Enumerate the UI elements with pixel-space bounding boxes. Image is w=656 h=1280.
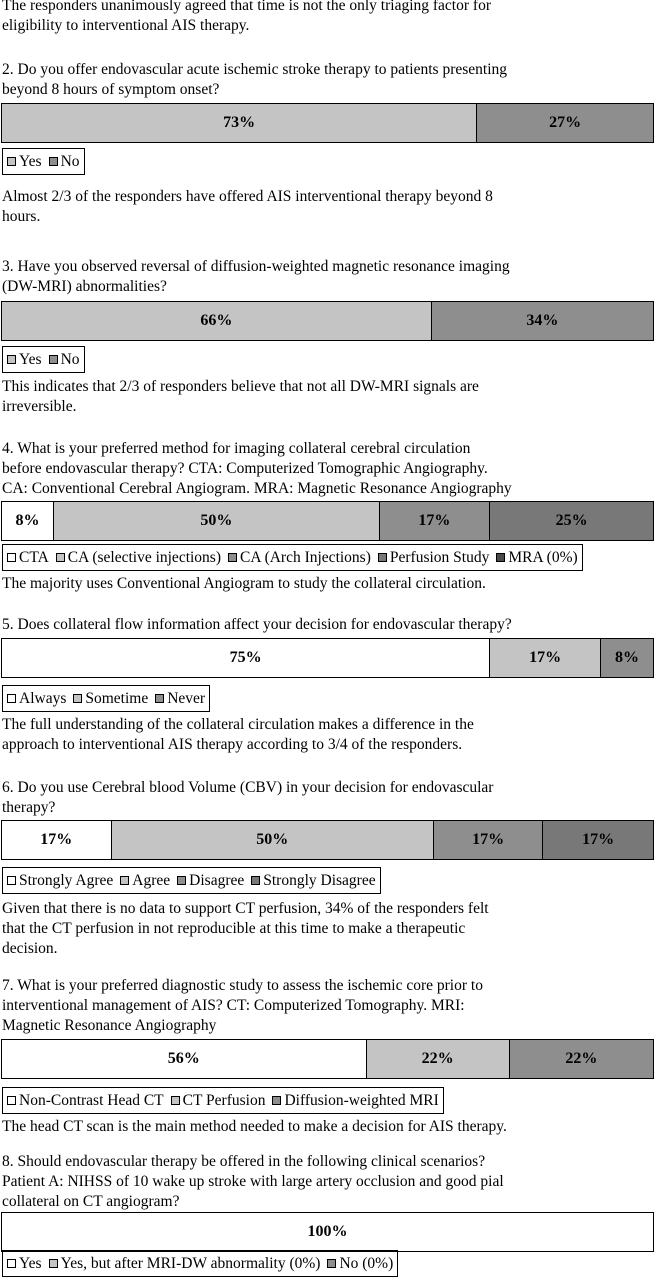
- q2-legend-label: Yes: [19, 152, 42, 170]
- q8-legend-label: No (0%): [339, 1254, 394, 1272]
- q3-bar-segment: 66%: [2, 302, 432, 340]
- q8-bar-segment: 100%: [2, 1213, 653, 1251]
- q5-bar-segment: 8%: [601, 639, 653, 677]
- legend-swatch-icon: [496, 553, 505, 562]
- q6-bar: [1, 820, 654, 860]
- q4-legend-item: [496, 549, 577, 567]
- q6-bar-segment: 17%: [2, 821, 112, 859]
- q8-legend-item: [7, 1255, 42, 1273]
- q3-legend-label: No: [60, 350, 80, 368]
- q4-legend-label: CA (selective injections): [67, 548, 222, 566]
- legend-swatch-icon: [7, 157, 16, 166]
- q4-bar-segment: 50%: [54, 502, 380, 540]
- legend-swatch-icon: [327, 1259, 336, 1268]
- legend-swatch-icon: [7, 355, 16, 364]
- q8-legend-item: [49, 1255, 321, 1273]
- q6-bar-segment: 50%: [112, 821, 434, 859]
- q7-question: 7. What is your preferred diagnostic study to assess the ischemic core prior to interventional management of AIS? CT: Computerized Tomography. MRI: Magnetic Resonance Angiography: [2, 977, 483, 1034]
- q4-legend-item: [228, 549, 371, 567]
- q2-question: 2. Do you offer endovascular acute ischemic stroke therapy to patients presenting beyond 8 hours of symptom onset?: [2, 61, 508, 98]
- q6-legend-label: Agree: [132, 871, 171, 889]
- legend-swatch-icon: [120, 876, 129, 885]
- q6-legend-label: Strongly Agree: [19, 871, 114, 889]
- q7-bar: [1, 1039, 654, 1079]
- q5-legend: [2, 685, 210, 712]
- q5-bar-segment: 75%: [2, 639, 490, 677]
- q2-legend-label: No: [60, 152, 80, 170]
- q2-legend-item: [49, 153, 80, 171]
- q2-note: Almost 2/3 of the responders have offered AIS interventional therapy beyond 8 hours.: [2, 188, 493, 225]
- q8-legend: [2, 1250, 398, 1277]
- q7-legend: [2, 1087, 444, 1114]
- legend-swatch-icon: [251, 876, 260, 885]
- q6-legend-item: [120, 872, 170, 890]
- q2-legend-item: [7, 153, 42, 171]
- legend-swatch-icon: [228, 553, 237, 562]
- q8-legend-label: Yes, but after MRI-DW abnormality (0%): [60, 1254, 321, 1272]
- q4-bar: [1, 501, 654, 541]
- q7-legend-label: CT Perfusion: [182, 1091, 266, 1109]
- q8-legend-item: [327, 1255, 393, 1273]
- q7-legend-item: [7, 1092, 164, 1110]
- q5-legend-item: [155, 690, 205, 708]
- q3-legend-item: [7, 351, 42, 369]
- q2-bar: [1, 103, 654, 143]
- q4-legend-label: Perfusion Study: [389, 548, 490, 566]
- legend-swatch-icon: [7, 553, 16, 562]
- q2-bar-segment: 73%: [2, 104, 477, 142]
- legend-swatch-icon: [7, 694, 16, 703]
- q7-legend-item: [171, 1092, 266, 1110]
- q5-legend-label: Sometime: [85, 689, 149, 707]
- q5-bar-segment: 17%: [490, 639, 601, 677]
- q4-legend-label: MRA (0%): [508, 548, 578, 566]
- legend-swatch-icon: [49, 1259, 58, 1268]
- q3-legend: [2, 346, 85, 373]
- q7-bar-segment: 22%: [367, 1040, 510, 1078]
- q8-question: 8. Should endovascular therapy be offered in the following clinical scenarios? Patient A: NIHSS of 10 wake up stroke with large artery occlusion and good pial collateral on CT angiogram?: [2, 1153, 504, 1210]
- q4-bar-segment: 8%: [2, 502, 54, 540]
- q7-bar-segment: 22%: [510, 1040, 653, 1078]
- q5-legend-item: [73, 690, 148, 708]
- q6-bar-segment: 17%: [434, 821, 544, 859]
- q8-bar: [1, 1212, 654, 1252]
- q5-bar: [1, 638, 654, 678]
- q4-question: 4. What is your preferred method for imaging collateral cerebral circulation before endovascular therapy? CTA: Computerized Tomographic Angiography. CA: Conventional Cerebral Angiogram. MRA: Magnetic Resonance Angiography: [2, 440, 512, 497]
- q7-legend-label: Non-Contrast Head CT: [19, 1091, 164, 1109]
- q4-legend-item: [378, 549, 489, 567]
- q6-legend-item: [177, 872, 244, 890]
- q6-legend-item: [7, 872, 113, 890]
- q6-bar-segment: 17%: [543, 821, 653, 859]
- q6-legend-label: Strongly Disagree: [263, 871, 376, 889]
- q2-legend: [2, 148, 85, 175]
- q6-question: 6. Do you use Cerebral blood Volume (CBV) in your decision for endovascular therapy?: [2, 779, 494, 816]
- q6-legend: [2, 867, 381, 894]
- q3-legend-label: Yes: [19, 350, 42, 368]
- q6-legend-item: [251, 872, 375, 890]
- q5-legend-item: [7, 690, 66, 708]
- q4-legend-item: [7, 549, 49, 567]
- q4-legend-label: CTA: [19, 548, 49, 566]
- q4-bar-segment: 25%: [490, 502, 653, 540]
- legend-swatch-icon: [171, 1096, 180, 1105]
- q5-question: 5. Does collateral flow information affect your decision for endovascular therapy?: [2, 616, 512, 633]
- q7-note: The head CT scan is the main method needed to make a decision for AIS therapy.: [2, 1118, 507, 1135]
- q7-legend-item: [272, 1092, 438, 1110]
- legend-swatch-icon: [177, 876, 186, 885]
- legend-swatch-icon: [272, 1096, 281, 1105]
- legend-swatch-icon: [56, 553, 65, 562]
- q7-legend-label: Diffusion-weighted MRI: [284, 1091, 439, 1109]
- q4-bar-segment: 17%: [380, 502, 491, 540]
- q8-legend-label: Yes: [19, 1254, 42, 1272]
- legend-swatch-icon: [7, 1096, 16, 1105]
- q5-note: The full understanding of the collateral circulation makes a difference in the approach to interventional AIS therapy according to 3/4 of the responders.: [2, 716, 474, 753]
- q5-legend-label: Never: [167, 689, 206, 707]
- q3-legend-item: [49, 351, 80, 369]
- q7-bar-segment: 56%: [2, 1040, 367, 1078]
- q4-legend-item: [56, 549, 221, 567]
- legend-swatch-icon: [7, 1259, 16, 1268]
- q4-legend-label: CA (Arch Injections): [240, 548, 371, 566]
- legend-swatch-icon: [155, 694, 164, 703]
- q3-question: 3. Have you observed reversal of diffusion-weighted magnetic resonance imaging (DW-MRI) abnormalities?: [2, 258, 510, 295]
- q4-note: The majority uses Conventional Angiogram to study the collateral circulation.: [2, 575, 486, 592]
- legend-swatch-icon: [49, 355, 58, 364]
- q5-legend-label: Always: [19, 689, 67, 707]
- q6-legend-label: Disagree: [189, 871, 245, 889]
- q3-bar: [1, 301, 654, 341]
- q6-note: Given that there is no data to support CT perfusion, 34% of the responders felt that the CT perfusion in not reproducible at this time to make a therapeutic decision.: [2, 900, 489, 957]
- q4-legend: [2, 544, 583, 571]
- legend-swatch-icon: [49, 157, 58, 166]
- legend-swatch-icon: [378, 553, 387, 562]
- legend-swatch-icon: [7, 876, 16, 885]
- q3-bar-segment: 34%: [432, 302, 653, 340]
- q3-note: This indicates that 2/3 of responders believe that not all DW-MRI signals are irreversible.: [2, 378, 479, 415]
- intro-note: The responders unanimously agreed that time is not the only triaging factor for eligibility to interventional AIS therapy.: [2, 0, 491, 34]
- q2-bar-segment: 27%: [477, 104, 653, 142]
- legend-swatch-icon: [73, 694, 82, 703]
